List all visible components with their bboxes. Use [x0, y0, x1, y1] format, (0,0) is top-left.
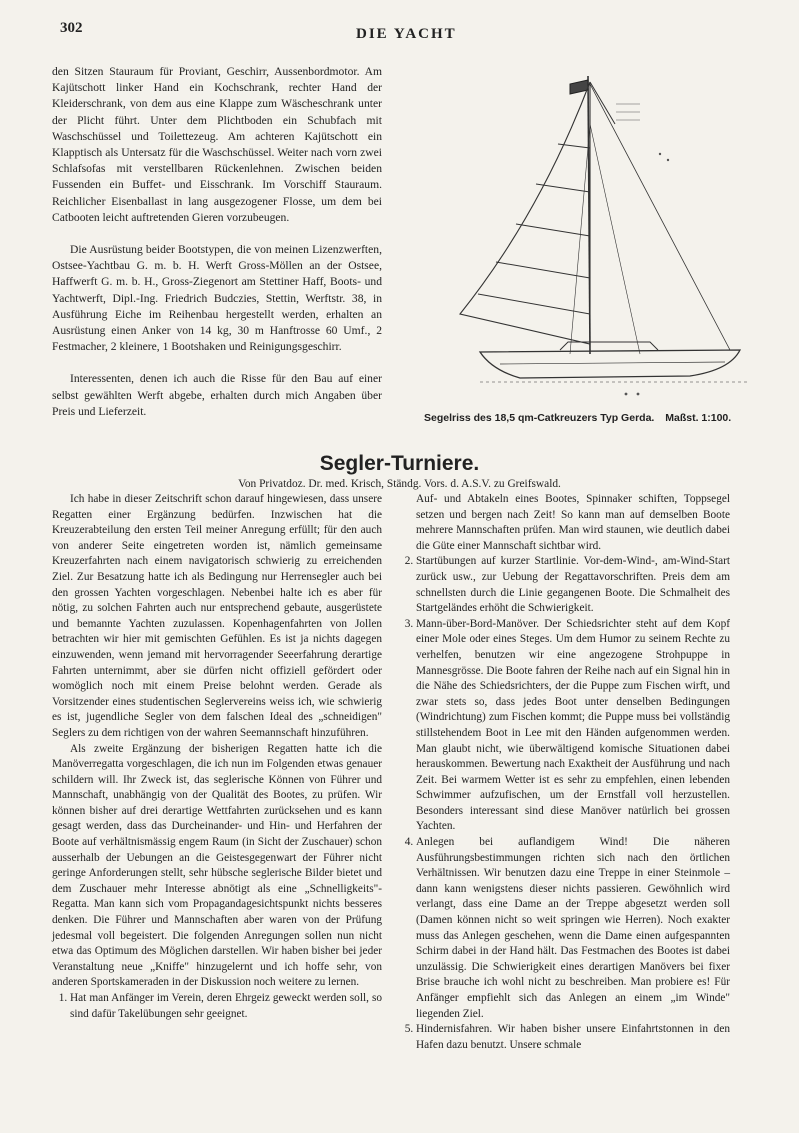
paragraph: Ich habe in dieser Zeitschrift schon darauf hingewiesen, dass unsere Regatten einer Ergänzung bedürfen. Inzwischen hat die Kreuzerabteilung den ersten Teil meiner Anregung erfüllt; für den auch von anderer Seite eingetreten worden ist, nämlich gemeinsame Kreuzerfahrten nach einem navigatorisch schwierig zu erreichenden Ziel. Zur Besatzung hatte ich als Bedingung nur Herrensegler auch bei den grossen Yachten vorgeschlagen. Nebenbei halte ich es aber für nötig, zu solchen Fahrten auch nur entsprechend gebaute, ausgerüstete und bemannte Yachten zuzulassen. Kopenhagenfahrten von Jollen betrachten wir hier mit gemischten Gefühlen. Es ist ja nichts dagegen einzuwenden, wenn jemand mit hervorragender Seeerfahrung derartige Fahrten unternimmt, aber sie dürfen nicht offiziell gefördert oder womöglich noch mit einem Preise belohnt werden. Gerade als Vorsitzender eines studentischen Seglervereins weiss ich, wie schwierig es ist, jugendliche Segler von dem falschen Ideal des „schneidigen" Seglers zu dem richtigen von der wahren Seemannschaft hinzuführen.	[52, 493, 382, 739]
top-left-column	[52, 64, 382, 420]
list-item: 4. Anlegen bei auflandigem Wind! Die näheren Ausführungsbestimmungen richten sich nach den örtlichen Verhältnissen. Wir benutzen dazu eine Treppe in einer Steinmole – dann kann wenigstens dieser nichts passieren. Gewöhnlich wird verlangt, dass eine Dame an der Treppe abgesetzt werden soll (Damen können nicht so weit springen wie Herren). Noch exakter muss das Anlegen geschehen, wenn die Dame einen aufgespannten Schirm dabei in der Hand hält. Das Festmachen des Bootes ist dabei unzulässig. Die Schwierigkeit eines derartigen Manövers bei fixer Brise brauche ich wohl nicht zu beschreiben. Man probiere es! Für Anfänger empfiehlt sich das Anlegen an einem „im Winde" liegenden Ziel.	[416, 835, 730, 1022]
article-title: Segler-Turniere.	[319, 452, 480, 475]
bottom-right-column	[398, 492, 730, 1053]
numbered-list	[52, 991, 382, 1022]
running-head: DIE YACHT	[356, 26, 457, 42]
sail-plan-drawing	[440, 64, 760, 404]
bottom-left-column	[52, 492, 382, 1022]
paragraph: Auf- und Abtakeln eines Bootes, Spinnaker schiften, Toppsegel setzen und bergen nach Zeit! So kann man auf demselben Boote mehrere Mannschaften prüfen. Man wird staunen, wie deutlich dabei die Güte einer Mannschaft sichtbar wird.	[416, 493, 730, 552]
list-item: 3. Mann-über-Bord-Manöver. Der Schiedsrichter steht auf dem Kopf einer Mole oder eines Steges. Um dem Humor zu seinem Rechte zu verhelfen, benutzen wir eine angezogene Strohpuppe in Mannesgrösse. Die Boote fahren der Reihe nach auf ein Signal hin in die Nähe des Schiedsrichters, der die Puppe zum Fischen wirft, und zwar stets so, dass jedes Boot unter denselben Bedingungen (Windrichtung) zum Fischen kommt; die Puppe muss bei vollständig stillstehendem Boot in Lee mit den Händen aufgenommen werden. Man glaubt nicht, wie überwältigend komische Situationen dabei herauskommen. Bewertung nach Exaktheit der Ausführung und nach Zeit. Bei warmem Wetter ist es sehr zu empfehlen, einen lebenden Schwimmer aufzufischen, um der Ernstfall voll herzustellen. Besonders interessant sind diese Manöver natürlich bei grossen Yachten.	[416, 617, 730, 835]
paragraph: Die Ausrüstung beider Bootstypen, die von meinen Lizenzwerften, Ostsee-Yachtbau G. m. b. H. Werft Gross-Möllen an der Ostsee, Haffwerft G. m. b. H., Gross-Ziegenort am Stettiner Haff, Boots- und Yachtwerft, Dipl.-Ing. Friedrich Budczies, Stettin, Werftstr. 38, in Ausführung Eiche im Reihenbau hergestellt werden, erhalten an Ausrüstung einen Anker von 14 kg, 30 m Hanftrosse 60 Umf., 2 Festmacher, 2 kleinere, 1 Bootshaken und Reinigungsgeschirr.	[52, 243, 382, 354]
sail-plan-figure	[440, 64, 760, 404]
paragraph: Interessenten, denen ich auch die Risse für den Bau auf einer selbst gewählten Werft abgebe, erhalten durch mich Angaben über Preis und Lieferzeit.	[52, 372, 382, 418]
figure-caption-text: Segelriss des 18,5 qm-Catkreuzers Typ Gerda.	[424, 412, 655, 424]
paragraph: den Sitzen Stauraum für Proviant, Geschirr, Aussenbordmotor. Am Kajütschott linker Hand ein Kochschrank, rechter Hand der Kleiderschrank, von dem aus eine Klappe zum Wäscheschrank unter der Plicht führt. Unter dem Plichtboden ein Schubfach mit Waschschüssel und Toilettezeug. Am achteren Kajütschott ein Klapptisch als Untersatz für die Waschschüssel. Weiter nach vorn zwei Schlafsofas mit verstellbaren Rückenlehnen. Zwischen beiden Fussenden ein Buffet- und Eisschrank. Im Vorschiff Stauraum. Reichlicher Eisenballast in lang ausgezogener Flosse, um dem bei Catbooten leicht auftretenden Gieren vorzubeugen.	[52, 65, 382, 224]
article-byline: Von Privatdoz. Dr. med. Krisch, Ständg. Vors. d. A.S.V. zu Greifswald.	[238, 478, 561, 490]
figure-caption	[424, 412, 744, 424]
list-item: 5. Hindernisfahren. Wir haben bisher unsere Einfahrtstonnen in den Hafen dazu benutzt. Unsere schmale	[416, 1022, 730, 1053]
list-item: 1. Hat man Anfänger im Verein, deren Ehrgeiz geweckt werden soll, so sind dafür Takelübungen sehr geeignet.	[70, 991, 382, 1022]
list-item: 2. Startübungen auf kurzer Startlinie. Vor-dem-Wind-, am-Wind-Start zurück usw., zur Uebung der Regattavorschriften. Preis dem am schnellsten durch die Linie gegangenen Boote. Die Schmalheit des Startgeländes erhöht die Schwierigkeit.	[416, 554, 730, 616]
numbered-list	[398, 554, 730, 1053]
page-number: 302	[60, 20, 83, 36]
figure-scale: Maßst. 1:100.	[665, 412, 732, 424]
paragraph: Als zweite Ergänzung der bisherigen Regatten hatte ich die Manöverregatta vorgeschlagen, die ich nun im Folgenden etwas genauer schildern will. Ihr Zweck ist, das seglerische Können von Führer und Mannschaft, unabhängig von der Qualität des Bootes, zu prüfen. Wir können bisher auf drei derartige Wettfahrten zurücksehen und es kann gesagt werden, dass das Durcheinander- und Hin- und Herfahren der Boote auf verhältnismässig engem Raum (in Sicht der Zuschauer) schon ausserhalb der Uebungen an die Geistesgegenwart der Führer nicht geringe Anforderungen stellt, sehr hübsche seglerische Bilder bietet und dem Zuschauer mehr Interesse abnötigt als eine „Schnelligkeits"-Regatta. Man kann sich vom Propagandagesichtspunkt nichts besseres denken. Die Führer und Mannschaften aber waren von der Prüfung jedesmal voll begeistert. Die folgenden Anregungen sollen nun nicht etwa das Optimum des Möglichen darstellen. Wir haben bisher bei jeder Veranstaltung neue „Kniffe" hinzugelernt und ich hoffe sehr, von anderen Sportskameraden in der Diskussion noch weitere zu lernen.	[52, 742, 382, 989]
